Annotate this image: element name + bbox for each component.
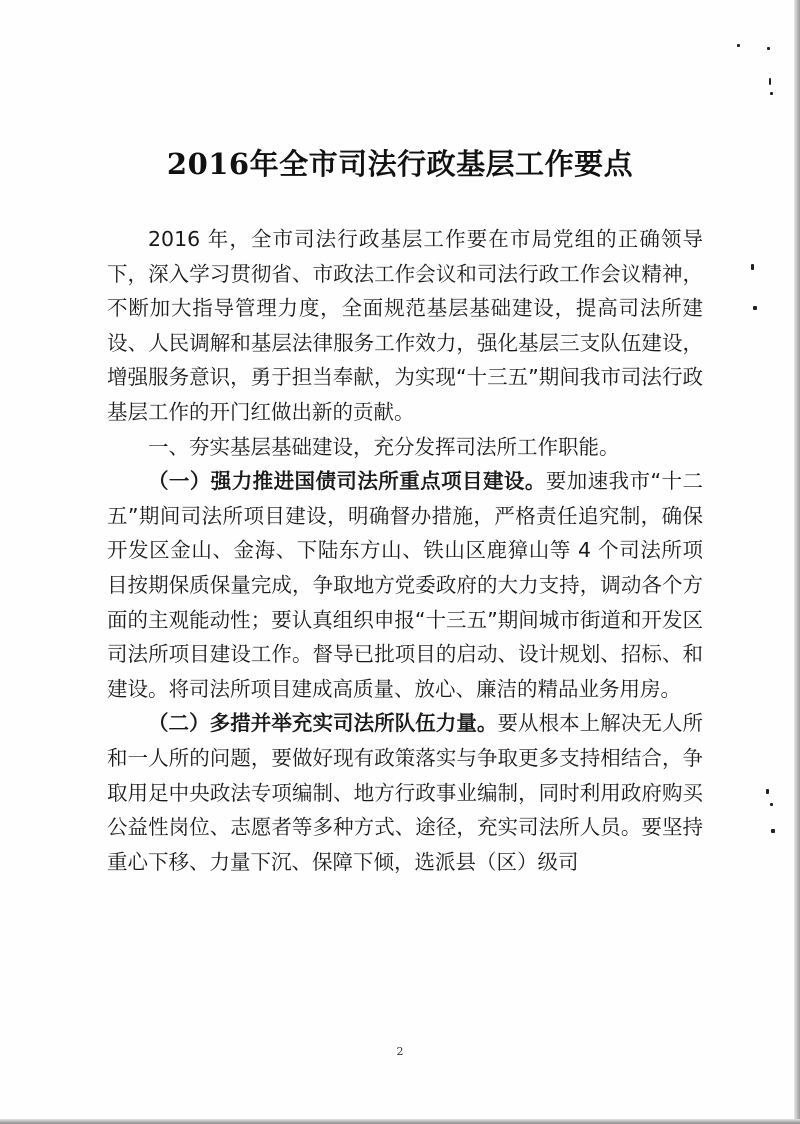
scan-speck [770, 92, 773, 95]
scan-speck [769, 78, 771, 85]
scan-speck [767, 47, 770, 50]
item-2-lead: （二）多措并举充实司法所队伍力量。 [148, 711, 498, 736]
scan-speck [751, 264, 754, 270]
scan-edge-bottom [0, 1119, 800, 1124]
document-title: 2016年全市司法行政基层工作要点 [166, 147, 634, 181]
scan-speck [737, 44, 740, 47]
intro-paragraph: 2016 年，全市司法行政基层工作要在市局党组的正确领导下，深入学习贯彻省、市政法工作会议和司法行政工作会议精神，不断加大指导管理力度，全面规范基层基础建设，提高司法所建设、人民调解和基层法律服务工作效力，强化基层三支队伍建设，增强服务意识，勇于担当奉献，为实现“十三五”期间我市司法行政基层工作的开门红做出新的贡献。 [107, 227, 703, 424]
scan-speck [753, 306, 757, 310]
item-1-paragraph [107, 464, 703, 706]
item-2-paragraph [107, 706, 703, 879]
scan-speck [766, 789, 769, 794]
section-1-heading: 一、夯实基层基础建设，充分发挥司法所工作职能。 [148, 434, 620, 459]
scan-speck [771, 829, 775, 833]
page-number: 2 [396, 1045, 404, 1058]
scan-speck [770, 803, 773, 806]
item-1-text: 要加速我市“十二五”期间司法所项目建设，明确督办措施，严格责任追究制，确保开发区金山、金海、下陆东方山、铁山区鹿獐山等 4 个司法所项目按期保质保量完成，争取地方党委政府的大力支持，调动各个方面的主观能动性；要认真组织申报“十三五”期间城市街道和开发区司法所项目建设工作。督导已批项目的启动、设计规划、招标、和建设。将司法所项目建成高质量、放心、廉洁的精品业务用房。 [107, 469, 703, 701]
item-1-lead: （一）强力推进国债司法所重点项目建设。 [148, 469, 546, 494]
item-2-text: 要从根本上解决无人所和一人所的问题，要做好现有政策落实与争取更多支持相结合，争取用足中央政法专项编制、地方行政事业编制，同时利用政府购买公益性岗位、志愿者等多种方式、途径，充实司法所人员。要坚持重心下移、力量下沉、保障下倾，选派县（区）级司 [107, 711, 704, 874]
document-body [107, 222, 703, 879]
